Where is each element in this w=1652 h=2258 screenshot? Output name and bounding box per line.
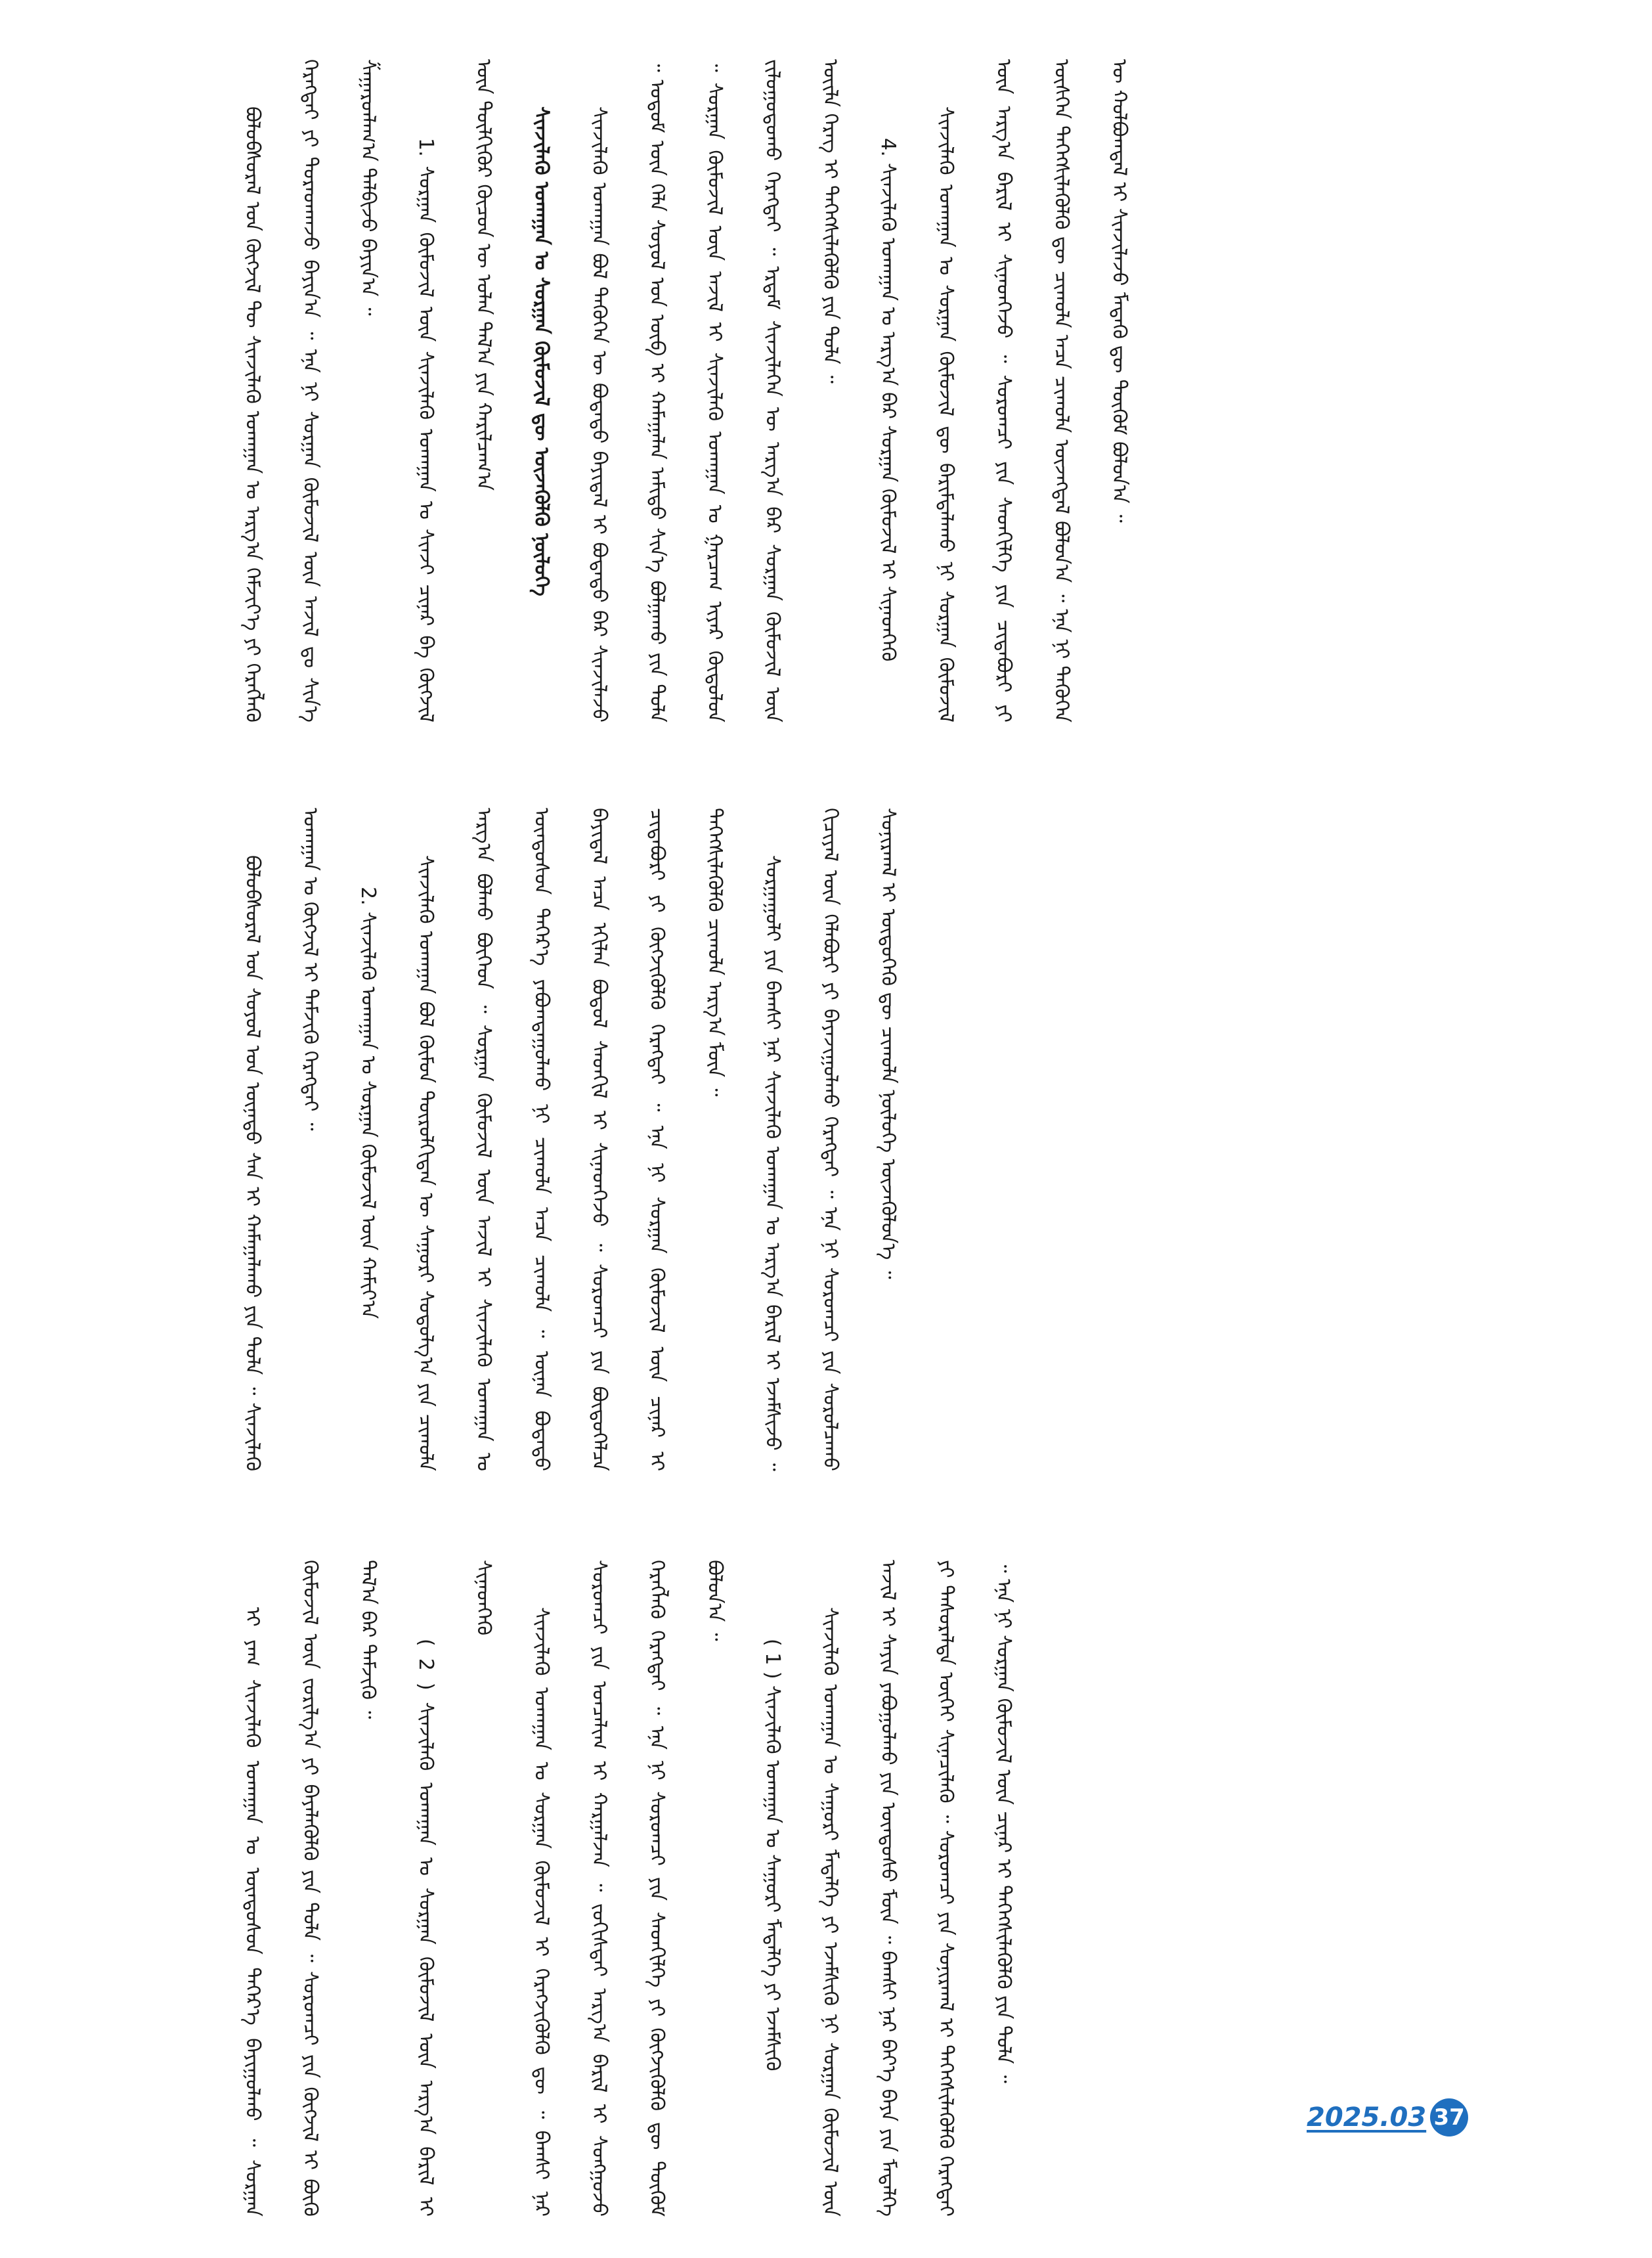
section-heading: 2. ᠰᠢᠨᠵᠢᠯᠡᠬᠦ ᠤᠬᠠᠭᠠᠨ ᠤ ᠰᠤᠷᠭᠠᠨ ᠬᠦᠮᠦᠵᠢᠯ ᠦᠨ ᠬᠠᠮᠢᠶ᠎ᠠ bbox=[357, 887, 380, 1319]
text-block-bottom bbox=[223, 1560, 1458, 2217]
section-heading: ( 1 ) ᠰᠢᠨᠵᠢᠯᠡᠬᠦ ᠤᠬᠠᠭᠠᠨ ᠤ ᠰᠠᠭᠤᠷᠢ ᠮᠡᠳᠡᠯᠭᠡ ᠶᠢ ᠡᠵᠡᠮᠰᠢᠬᠦ bbox=[761, 1639, 784, 2071]
section-heading: ( 2 ) ᠰᠢᠨᠵᠢᠯᠡᠬᠦ ᠤᠬᠠᠭᠠᠨ ᠤ ᠰᠤᠷᠭᠠᠨ ᠬᠦᠮᠦᠵᠢᠯ ᠦᠨ ᠠᠷᠭ᠎ᠠ ᠪᠠᠷᠢᠯ ᠢ ᠰᠢᠨᠡᠳᠬᠡᠬᠦ bbox=[414, 1560, 495, 2217]
paragraph: ᠰᠢᠨᠵᠢᠯᠡᠬᠦ ᠤᠬᠠᠭᠠᠨ ᠪᠣᠯ ᠲᠡᠭᠦᠬᠡᠨ ᠦ ᠪᠣᠳᠠᠲᠤ ᠪᠠᠶᠢᠳᠠᠯ ᠢ ᠪᠣᠳᠠᠲᠤ ᠪᠠᠷ ᠰᠢᠨᠵᠢᠯᠡᠵᠦ ᠃ ᠤᠳᠤᠮ ᠦᠨ ᠬᠡᠯᠡ ᠰᠤᠶᠤᠯ ᠤᠨ ᠦᠪ ᠢ ᠬᠠᠮᠠᠭᠠᠯᠠᠨ ᠠᠮᠢᠳᠤ ᠰᠢᠨ᠎ᠡ ᠪᠣᠯᠭᠠᠬᠤ ᠶᠢᠨ ᠲᠤᠯᠠ ᠃ ᠰᠤᠷᠭᠠᠨ ᠬᠦᠮᠦᠵᠢᠯ ᠦᠨ ᠠᠵᠢᠯ ᠢ ᠰᠢᠨᠵᠢᠯᠡᠬᠦ ᠤᠬᠠᠭᠠᠨ ᠤ ᠭᠠᠷᠴᠠᠭ ᠢᠶᠠᠷ ᠬᠥᠲᠦᠯᠦᠨ ᠵᠢᠯᠣᠭᠤᠳᠤᠬᠤ ᠬᠡᠷᠡᠭᠲᠡᠢ ᠃ ᠡᠷᠳᠡᠮ ᠰᠢᠨᠵᠢᠯᠡᠭᠡᠨ ᠦ ᠠᠷᠭ᠎ᠠ ᠪᠠᠷ ᠰᠤᠷᠭᠠᠨ ᠬᠦᠮᠦᠵᠢᠯ ᠦᠨ ᠦᠢᠯᠡ ᠬᠡᠷᠡᠭ ᠢ ᠳᠡᠭᠡᠭᠰᠢᠯᠡᠭᠦᠯᠬᠦ ᠶᠢᠨ ᠲᠤᠯᠠ ᠃ bbox=[588, 59, 842, 722]
paragraph: ᠢ ᠶᠠᠭ ᠰᠢᠨᠵᠢᠯᠡᠬᠦ ᠤᠬᠠᠭᠠᠨ ᠤ ᠦᠨᠳᠦᠰᠦᠨ ᠳᠡᠭᠡᠷ᠎ᠡ ᠪᠠᠶᠢᠭᠤᠯᠬᠤ ᠃ ᠰᠤᠷᠭᠠᠨ ᠬᠦᠮᠦᠵᠢᠯ ᠦᠨ ᠵᠣᠷᠢᠯᠭ᠎ᠠ ᠶᠢ ᠪᠡᠶᠡᠯᠡᠭᠦᠯᠬᠦ ᠶᠢᠨ ᠲᠤᠯᠠ ᠃ ᠰᠤᠷᠤᠭᠴᠢ ᠶᠢᠨ ᠬᠥᠭᠵᠢᠯ ᠢ ᠪᠦᠬᠦ ᠲᠠᠯ᠎ᠠ ᠪᠠᠷ ᠳᠡᠮᠵᠢᠬᠦ ᠃ bbox=[241, 1560, 380, 2217]
paragraph: ᠪᠣᠯᠣᠪᠰᠤᠷᠠᠯ ᠤᠨ ᠰᠣᠶᠣᠯ ᠤᠨ ᠦᠨᠡᠲᠦ ᠰᠠᠨ ᠢ ᠬᠠᠮᠠᠭᠠᠯᠠᠬᠤ ᠶᠢᠨ ᠲᠤᠯᠠ ᠃ ᠰᠢᠨᠵᠢᠯᠡᠬᠦ ᠤᠬᠠᠭᠠᠨ ᠤ ᠬᠥᠭᠵᠢᠯ ᠢ ᠳᠡᠮᠵᠢᠬᠦ ᠬᠡᠷᠡᠭᠲᠡᠢ ᠃ bbox=[241, 808, 322, 1471]
paragraph: ᠰᠢᠨᠵᠢᠯᠡᠬᠦ ᠤᠬᠠᠭᠠᠨ ᠤ ᠰᠤᠷᠭᠠᠨ ᠬᠦᠮᠦᠵᠢᠯ ᠳᠦ ᠪᠠᠷᠢᠮᠲᠠᠯᠠᠬᠤ ᠨᠢ ᠰᠤᠷᠭᠠᠨ ᠬᠦᠮᠦᠵᠢᠯ ᠦᠨ ᠠᠷᠭ᠎ᠠ ᠪᠠᠷᠢᠯ ᠢ ᠰᠢᠨᠡᠳᠬᠡᠵᠦ ᠃ ᠰᠤᠷᠤᠭᠴᠢ ᠶᠢᠨ ᠰᠡᠳᠬᠢᠯᠭᠡ ᠶᠢᠨ ᠴᠢᠳᠠᠪᠦᠷᠢ ᠶᠢ ᠥᠰᠬᠡᠨ ᠳᠡᠭᠡᠭᠰᠢᠯᠡᠭᠦᠯᠬᠦ ᠳᠦ ᠴᠢᠬᠤᠯᠠ ᠠᠴᠠ ᠴᠢᠬᠤᠯᠠ ᠦᠵᠡᠭᠳᠡᠯ ᠪᠣᠯᠤᠨ᠎ᠠ ᠃ ᠡᠨᠡ ᠨᠢ ᠲᠡᠭᠦᠬᠡᠨ ᠦ ᠬᠣᠯᠪᠣᠭᠳᠠᠯ ᠢ ᠰᠢᠨᠵᠢᠯᠡᠵᠦ ᠮᠡᠳᠡᠬᠦ ᠳᠦ ᠳᠥᠬᠥᠮ ᠪᠣᠯᠤᠨ᠎ᠠ ᠃ bbox=[934, 59, 1131, 722]
text-block-middle bbox=[223, 808, 1458, 1471]
issue-number: 2025.03 bbox=[1307, 2102, 1427, 2133]
page-number-badge: 37 bbox=[1430, 2098, 1468, 2136]
section-subtitle: ᠰᠢᠨᠵᠢᠯᠡᠬᠦ ᠤᠬᠠᠭᠠᠨ ᠤ ᠰᠤᠷᠭᠠᠨ ᠬᠦᠮᠦᠵᠢᠯ ᠳᠦ ᠦᠵᠡᠭᠦᠯᠬᠦ ᠨᠥᠯᠦᠭᠡ bbox=[530, 106, 553, 596]
section-heading: 1. ᠰᠤᠷᠭᠠᠨ ᠬᠦᠮᠦᠵᠢᠯ ᠦᠨ ᠰᠢᠨᠵᠢᠯᠡᠬᠦ ᠤᠬᠠᠭᠠᠨ ᠤ ᠰᠢᠨᠵᠢ ᠴᠢᠨᠠᠷ ᠪᠠ ᠬᠥᠭᠵᠢᠯ ᠦᠨ ᠲᠦᠯᠬᠢᠭᠦᠷ ᠬᠦᠴᠦᠨ ᠦ ᠤᠯᠠᠨ ᠲᠠᠯ᠎ᠠ ᠶᠢᠨ ᠬᠠᠷᠢᠯᠴᠠᠭ᠎ᠠ bbox=[414, 59, 495, 722]
page-folio bbox=[1307, 2098, 1468, 2136]
paragraph: ᠰᠢᠨᠵᠢᠯᠡᠬᠦ ᠤᠬᠠᠭᠠᠨ ᠤ ᠰᠠᠭᠤᠷᠢ ᠮᠡᠳᠡᠯᠭᠡ ᠶᠢ ᠡᠵᠡᠮᠰᠢᠬᠦ ᠨᠢ ᠰᠤᠷᠭᠠᠨ ᠬᠦᠮᠦᠵᠢᠯ ᠦᠨ ᠠᠵᠢᠯ ᠢ ᠰᠠᠶᠢᠨ ᠶᠠᠪᠤᠭᠤᠯᠬᠤ ᠶᠢᠨ ᠦᠨᠳᠦᠰᠦ ᠮᠥᠨ ᠃ ᠪᠠᠭᠰᠢ ᠨᠠᠷ ᠪᠡᠶ᠎ᠡ ᠪᠡᠶᠡ ᠶᠢᠨ ᠮᠡᠳᠡᠯᠭᠡ ᠶᠢ ᠲᠠᠰᠤᠷᠠᠯᠲᠠ ᠦᠭᠡᠢ ᠰᠢᠨᠡᠴᠢᠯᠡᠬᠦ ᠃ ᠰᠤᠷᠤᠭᠴᠢ ᠶᠢᠨ ᠰᠣᠨᠢᠷᠬᠠᠯ ᠢ ᠳᠡᠭᠡᠭᠰᠢᠯᠡᠭᠦᠯᠬᠦ ᠬᠡᠷᠡᠭᠲᠡᠢ ᠃ ᠡᠨᠡ ᠨᠢ ᠰᠤᠷᠭᠠᠨ ᠬᠦᠮᠦᠵᠢᠯ ᠦᠨ ᠴᠢᠨᠠᠷ ᠢ ᠳᠡᠭᠡᠭᠰᠢᠯᠡᠭᠦᠯᠬᠦ ᠶᠢᠨ ᠲᠤᠯᠠ ᠃ bbox=[819, 1560, 1015, 2217]
section-heading: 4. ᠰᠢᠨᠵᠢᠯᠡᠬᠦ ᠤᠬᠠᠭᠠᠨ ᠤ ᠠᠷᠭ᠎ᠠ ᠪᠠᠷ ᠰᠤᠷᠭᠠᠨ ᠬᠦᠮᠦᠵᠢᠯ ᠢ ᠰᠢᠨᠡᠳᠬᠡᠬᠦ bbox=[877, 138, 900, 662]
text-block-top bbox=[223, 59, 1458, 722]
paragraph: ᠪᠣᠯᠣᠪᠰᠤᠷᠠᠯ ᠤᠨ ᠬᠥᠭᠵᠢᠯ ᠲᠦ ᠰᠢᠨᠵᠢᠯᠡᠬᠦ ᠤᠬᠠᠭᠠᠨ ᠤ ᠠᠷᠭ᠎ᠠ ᠬᠡᠮᠵᠢᠶ᠎ᠡ ᠶᠢ ᠬᠡᠷᠡᠭᠯᠡᠬᠦ ᠬᠡᠷᠡᠭᠲᠡᠢ ᠶᠢ ᠳᠤᠷᠠᠳᠬᠠᠵᠤ ᠪᠠᠶᠢᠨ᠎ᠠ ᠃ ᠡᠨᠡ ᠨᠢ ᠰᠤᠷᠭᠠᠨ ᠬᠦᠮᠦᠵᠢᠯ ᠦᠨ ᠠᠵᠢᠯ ᠳᠤ ᠰᠢᠨ᠎ᠡ ᠱᠠᠭᠠᠷᠳᠯᠠᠭ᠎ᠠ ᠲᠠᠯᠪᠢᠵᠤ ᠪᠠᠶᠢᠨ᠎ᠠ ᠃ bbox=[241, 59, 380, 722]
paragraph: ᠰᠤᠷᠭᠠᠭᠤᠯᠢ ᠶᠢᠨ ᠪᠠᠭᠰᠢ ᠨᠠᠷ ᠰᠢᠨᠵᠢᠯᠡᠬᠦ ᠤᠬᠠᠭᠠᠨ ᠤ ᠠᠷᠭ᠎ᠠ ᠪᠠᠷᠢᠯ ᠢ ᠡᠵᠡᠮᠰᠢᠵᠦ ᠃ ᠬᠢᠴᠢᠶᠡᠯ ᠦᠨ ᠬᠡᠯᠡᠪᠦᠷᠢ ᠶᠢ ᠪᠠᠶᠠᠵᠢᠭᠤᠯᠬᠤ ᠬᠡᠷᠡᠭᠲᠡᠢ ᠃ ᠡᠨᠡ ᠨᠢ ᠰᠤᠷᠤᠭᠴᠢ ᠶᠢᠨ ᠰᠤᠷᠤᠯᠴᠠᠬᠤ ᠰᠣᠨᠢᠷᠬᠠᠯ ᠢ ᠥᠳᠥᠭᠡᠬᠦ ᠳᠦ ᠴᠢᠬᠤᠯᠠ ᠨᠥᠯᠦᠭᠡ ᠦᠵᠡᠭᠦᠯᠦᠨ᠎ᠡ ᠃ bbox=[761, 808, 900, 1471]
paragraph: ᠰᠢᠨᠵᠢᠯᠡᠬᠦ ᠤᠬᠠᠭᠠᠨ ᠪᠣᠯ ᠬᠦᠮᠦᠨ ᠲᠥᠷᠦᠯᠬᠢᠲᠡᠨ ᠦ ᠰᠠᠭᠤᠷᠢ ᠰᠤᠳᠤᠯᠭ᠎ᠠ ᠶᠢᠨ ᠴᠢᠬᠤᠯᠠ ᠠᠷᠭ᠎ᠠ ᠪᠣᠯᠬᠤ ᠪᠥᠭᠡᠳ ᠃ ᠰᠤᠷᠭᠠᠨ ᠬᠦᠮᠦᠵᠢᠯ ᠦᠨ ᠠᠵᠢᠯ ᠢ ᠰᠢᠨᠵᠢᠯᠡᠬᠦ ᠤᠬᠠᠭᠠᠨ ᠤ ᠦᠨᠳᠦᠰᠦᠨ ᠳᠡᠭᠡᠷ᠎ᠡ ᠶᠠᠪᠤᠭᠳᠠᠭᠤᠯᠬᠤ ᠨᠢ ᠴᠢᠬᠤᠯᠠ ᠠᠴᠠ ᠴᠢᠬᠤᠯᠠ ᠃ ᠦᠨᠡᠨ ᠪᠣᠳᠠᠲᠤ ᠪᠠᠶᠢᠳᠠᠯ ᠠᠴᠠ ᠡᠬᠢᠯᠡᠨ ᠪᠣᠳᠣᠯ ᠰᠡᠳᠬᠢᠯ ᠢ ᠰᠢᠨᠡᠳᠬᠡᠵᠦ ᠃ ᠰᠤᠷᠤᠭᠴᠢ ᠶᠢᠨ ᠪᠦᠲᠦᠭᠡᠯᠴᠡ ᠴᠢᠳᠠᠪᠦᠷᠢ ᠶᠢ ᠬᠥᠭᠵᠢᠭᠦᠯᠬᠦ ᠬᠡᠷᠡᠭᠲᠡᠢ ᠃ ᠡᠨᠡ ᠨᠢ ᠰᠤᠷᠭᠠᠨ ᠬᠦᠮᠦᠵᠢᠯ ᠦᠨ ᠴᠢᠨᠠᠷ ᠢ ᠳᠡᠭᠡᠭᠰᠢᠯᠡᠭᠦᠯᠬᠦ ᠴᠢᠬᠤᠯᠠ ᠠᠷᠭ᠎ᠠ ᠮᠥᠨ ᠃ bbox=[414, 808, 726, 1471]
paragraph: ᠰᠢᠨᠵᠢᠯᠡᠬᠦ ᠤᠬᠠᠭᠠᠨ ᠤ ᠰᠤᠷᠭᠠᠨ ᠬᠦᠮᠦᠵᠢᠯ ᠢ ᠬᠡᠷᠡᠭᠵᠢᠭᠦᠯᠬᠦ ᠳᠦ ᠃ ᠪᠠᠭᠰᠢ ᠨᠠᠷ ᠰᠤᠷᠤᠭᠴᠢ ᠶᠢᠨ ᠣᠨᠴᠠᠯᠢᠭ ᠢ ᠬᠠᠷᠭᠠᠯᠵᠠᠨ ᠃ ᠵᠣᠬᠢᠰᠲᠠᠢ ᠠᠷᠭ᠎ᠠ ᠪᠠᠷᠢᠯ ᠢ ᠰᠣᠩᠭᠣᠵᠤ ᠬᠡᠷᠡᠭᠯᠡᠬᠦ ᠬᠡᠷᠡᠭᠲᠡᠢ ᠃ ᠡᠨᠡ ᠨᠢ ᠰᠤᠷᠤᠭᠴᠢ ᠶᠢᠨ ᠰᠡᠳᠬᠢᠯᠭᠡ ᠶᠢ ᠬᠥᠭᠵᠢᠭᠦᠯᠬᠦ ᠳᠦ ᠳᠥᠬᠥᠮ ᠪᠣᠯᠤᠨ᠎ᠠ ᠃ bbox=[530, 1560, 726, 2217]
